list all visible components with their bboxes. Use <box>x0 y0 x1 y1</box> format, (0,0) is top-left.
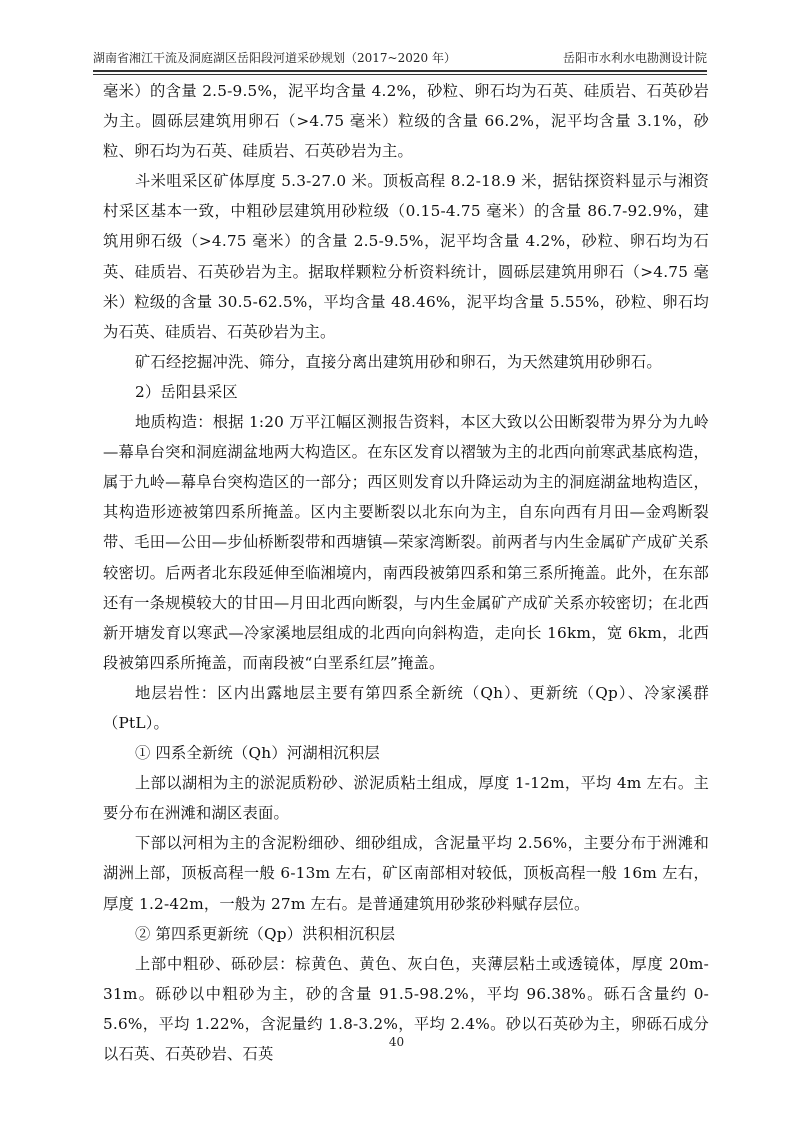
paragraph: 毫米）的含量 2.5-9.5%，泥平均含量 4.2%，砂粒、卵石均为石英、硅质岩、石英砂岩为主。圆砾层建筑用卵石（>4.75 毫米）粒级的含量 66.2%，泥平均含量 3.1%，砂粒、卵石均为石英、硅质岩、石英砂岩为主。 <box>103 82 709 161</box>
paragraph: 上部以湖相为主的淤泥质粉砂、淤泥质粘土组成，厚度 1-12m，平均 4m 左右。主要分布在洲滩和湖区表面。 <box>103 774 709 823</box>
paragraph: 地质构造：根据 1:20 万平江幅区测报告资料，本区大致以公田断裂带为界分为九岭—幕阜台突和洞庭湖盆地两大构造区。在东区发育以褶皱为主的北西向前寒武基底构造，属于九岭—幕阜台突构造区的一部分；西区则发育以升降运动为主的洞庭湖盆地构造区，其构造形迹被第四系所掩盖。区内主要断裂以北东向为主，自东向西有月田—金鸡断裂带、毛田—公田—步仙桥断裂带和西塘镇—荣家湾断裂。前两者与内生金属矿产成矿关系较密切。后两者北东段延伸至临湘境内，南西段被第四系和第三系所掩盖。此外，在东部还有一条规模较大的甘田—月田北西向断裂，与内生金属矿产成矿关系亦较密切；在北西新开塘发育以寒武—冷家溪地层组成的北西向向斜构造，走向长 16km，宽 6km，北西段被第四系所掩盖，而南段被“白垩系红层”掩盖。 <box>103 413 709 672</box>
section-heading: 2）岳阳县采区 <box>135 382 238 401</box>
document-body <box>103 76 709 1069</box>
subsection-heading: ② 第四系更新统（Qp）洪积相沉积层 <box>135 924 396 943</box>
header-organization: 岳阳市水利水电勘测设计院 <box>562 51 707 65</box>
paragraph: 地层岩性：区内出露地层主要有第四系全新统（Qh）、更新统（Qp）、冷家溪群（PtL）。 <box>103 683 709 732</box>
paragraph: 矿石经挖掘冲洗、筛分，直接分离出建筑用砂和卵石，为天然建筑用砂卵石。 <box>135 352 662 371</box>
subsection-heading: ① 四系全新统（Qh）河湖相沉积层 <box>135 744 380 763</box>
page-number: 40 <box>388 1035 405 1049</box>
paragraph: 斗米咀采区矿体厚度 5.3-27.0 米。顶板高程 8.2-18.9 米，据钻探资料显示与湘资村采区基本一致，中粗砂层建筑用砂粒级（0.15-4.75 毫米）的含量 86.7-92.9%，建筑用卵石级（>4.75 毫米）的含量 2.5-9.5%，泥平均含量 4.2%，砂粒、卵石均为石英、硅质岩、石英砂岩为主。据取样颗粒分析资料统计，圆砾层建筑用卵石（>4.75 毫米）粒级的含量 30.5-62.5%，平均含量 48.46%，泥平均含量 5.55%，砂粒、卵石均为石英、硅质岩、石英砂岩为主。 <box>103 172 709 341</box>
page-header <box>93 50 707 72</box>
paragraph: 上部中粗砂、砾砂层：棕黄色、黄色、灰白色，夹薄层粘土或透镜体，厚度 20m-31m。砾砂以中粗砂为主，砂的含量 91.5-98.2%，平均 96.38%。砾石含量约 0-5.6%，平均 1.22%，含泥量约 1.8-3.2%，平均 2.4%。砂以石英砂为主，卵砾石成分以石英、石英砂岩、石英 <box>103 954 709 1063</box>
paragraph: 下部以河相为主的含泥粉细砂、细砂组成，含泥量平均 2.56%，主要分布于洲滩和湖洲上部，顶板高程一般 6-13m 左右，矿区南部相对较低，顶板高程一般 16m 左右，厚度 1.2-42m，一般为 27m 左右。是普通建筑用砂浆砂料赋存层位。 <box>103 834 709 913</box>
header-title: 湖南省湘江干流及洞庭湖区岳阳段河道采砂规划（2017~2020 年） <box>93 51 456 65</box>
